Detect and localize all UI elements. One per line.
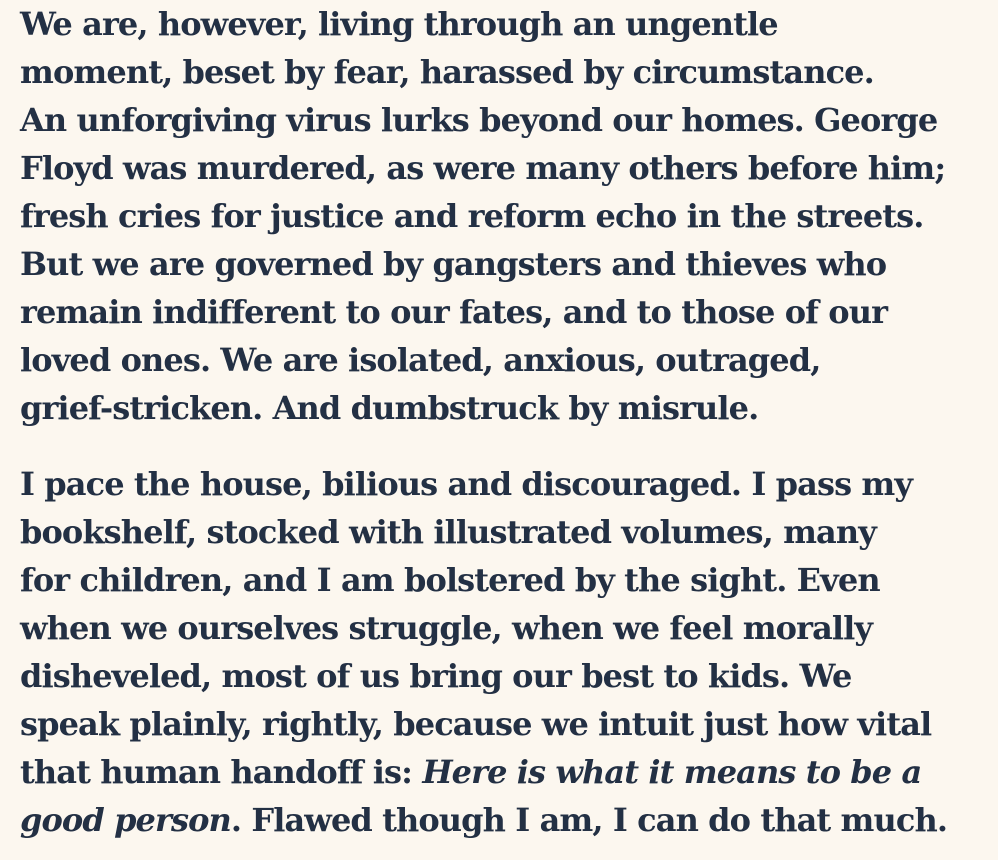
italic-emphasis: good person	[20, 801, 231, 839]
text-line-prefix: that human handoff is:	[20, 753, 423, 791]
text-line: for children, and I am bolstered by the sight. Even	[20, 561, 880, 599]
text-line	[20, 752, 921, 792]
text-line: An unforgiving virus lurks beyond our homes. George	[20, 101, 938, 139]
text-line: bookshelf, stocked with illustrated volumes, many	[20, 513, 876, 551]
text-line: fresh cries for justice and reform echo in the streets.	[20, 197, 924, 235]
text-line: disheveled, most of us bring our best to kids. We	[20, 657, 852, 695]
text-line: grief-stricken. And dumbstruck by misrule.	[20, 389, 759, 427]
italic-emphasis: Here is what it means to be a	[422, 753, 922, 791]
text-line: We are, however, living through an ungentle	[20, 5, 778, 43]
text-line: remain indifferent to our fates, and to those of our	[20, 293, 888, 331]
text-line: But we are governed by gangsters and thieves who	[20, 245, 887, 283]
text-line	[20, 800, 947, 840]
text-line: Floyd was murdered, as were many others before him;	[20, 149, 946, 187]
text-line-suffix: . Flawed though I am, I can do that much.	[230, 801, 948, 839]
text-line: speak plainly, rightly, because we intuit just how vital	[20, 705, 932, 743]
text-line: when we ourselves struggle, when we feel morally	[20, 609, 873, 647]
text-line: loved ones. We are isolated, anxious, outraged,	[20, 341, 821, 379]
text-line: I pace the house, bilious and discouraged. I pass my	[20, 465, 913, 503]
text-line: moment, beset by fear, harassed by circumstance.	[20, 53, 874, 91]
